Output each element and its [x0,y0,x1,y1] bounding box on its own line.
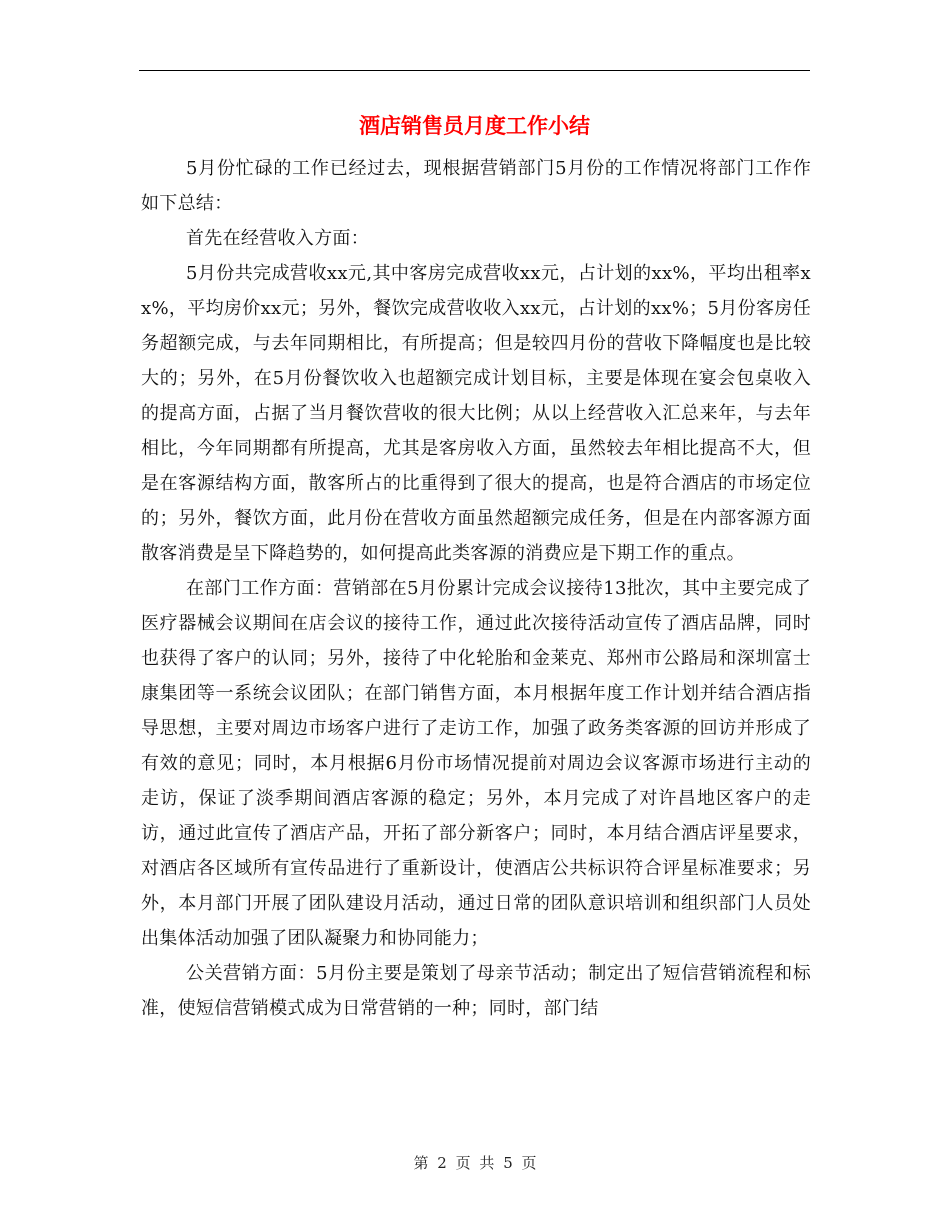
footer-total-pages: 5 [503,1154,513,1172]
footer-page-unit: 页 [455,1154,471,1172]
header-rule [139,70,810,71]
footer-total-unit: 页 [521,1154,537,1172]
footer-prefix: 第 [413,1154,429,1172]
paragraph-intro: 5月份忙碌的工作已经过去，现根据营销部门5月份的工作情况将部门工作作如下总结： [141,158,811,214]
paragraph-revenue-details: 5月份共完成营收xx元,其中客房完成营收xx元，占计划的xx%，平均出租率xx%，平均房价xx元；另外，餐饮完成营收收入xx元，占计划的xx%；5月份客房任务超额完成，与去年同期相比，有所提高；但是较四月份的营收下降幅度也是比较大的；另外，在5月份餐饮收入也超额完成计划目标，主要是体现在宴会包桌收入的提高方面，占据了当月餐饮营收的很大比例；从以上经营收入汇总来年，与去年相比，今年同期都有所提高，尤其是客房收入方面，虽然较去年相比提高不大，但是在客源结构方面，散客所占的比重得到了很大的提高，也是符合酒店的市场定位的；另外，餐饮方面，此月份在营收方面虽然超额完成任务，但是在内部客源方面散客消费是呈下降趋势的，如何提高此类客源的消费应是下期工作的重点。 [141,263,811,564]
document-title: 酒店销售员月度工作小结 [359,113,590,138]
page-footer [0,1152,950,1174]
footer-total-prefix: 共 [479,1154,495,1172]
paragraph-pr-marketing: 公关营销方面：5月份主要是策划了母亲节活动；制定出了短信营销流程和标准，使短信营销模式成为日常营销的一种；同时，部门结 [141,963,811,1019]
document-body [141,151,811,1026]
footer-current-page: 2 [437,1154,447,1172]
paragraph-department-work: 在部门工作方面：营销部在5月份累计完成会议接待13批次，其中主要完成了医疗器械会议期间在店会议的接待工作，通过此次接待活动宣传了酒店品牌，同时也获得了客户的认同；另外，接待了中化轮胎和金莱克、郑州市公路局和深圳富士康集团等一系统会议团队；在部门销售方面，本月根据年度工作计划并结合酒店指导思想，主要对周边市场客户进行了走访工作，加强了政务类客源的回访并形成了有效的意见；同时，本月根据6月份市场情况提前对周边会议客源市场进行主动的走访，保证了淡季期间酒店客源的稳定；另外，本月完成了对许昌地区客户的走访，通过此宣传了酒店产品，开拓了部分新客户；同时，本月结合酒店评星要求，对酒店各区域所有宣传品进行了重新设计，使酒店公共标识符合评星标准要求；另外，本月部门开展了团队建设月活动，通过日常的团队意识培训和组织部门人员处出集体活动加强了团队凝聚力和协同能力； [141,578,811,949]
paragraph-revenue-heading: 首先在经营收入方面： [186,228,369,249]
